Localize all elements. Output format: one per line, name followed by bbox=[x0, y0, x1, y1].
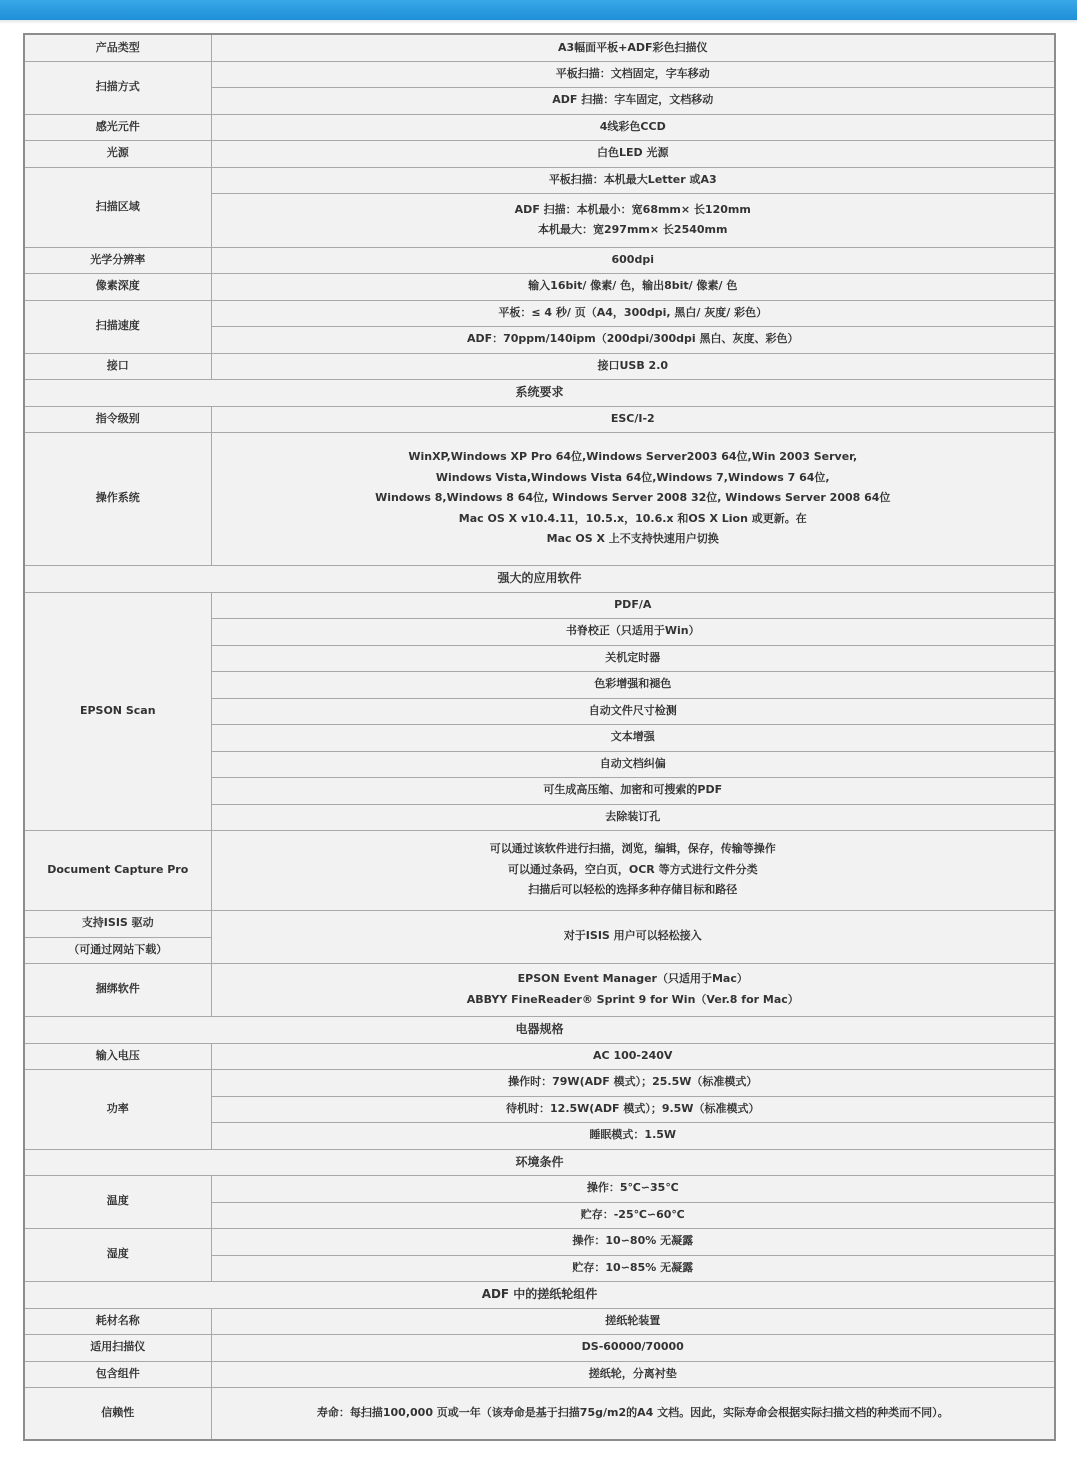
table-row bbox=[24, 1069, 1055, 1096]
scan-area-line-1: ADF 扫描：本机最小：宽68mm× 长120mm bbox=[514, 202, 751, 216]
row-label-humidity: 湿度 bbox=[24, 1228, 211, 1281]
table-row bbox=[24, 353, 1055, 379]
row-label-power: 功率 bbox=[24, 1069, 211, 1149]
epson-scan-feature: 去除装订孔 bbox=[211, 804, 1055, 830]
section-row bbox=[24, 1016, 1055, 1043]
row-value-input-voltage: AC 100-240V bbox=[211, 1043, 1055, 1069]
table-row bbox=[24, 910, 1055, 937]
row-value-humidity-1: 操作：10∽80% 无凝露 bbox=[211, 1228, 1055, 1255]
section-title-environment: 环境条件 bbox=[24, 1149, 1055, 1175]
row-value-bundled-software bbox=[211, 963, 1055, 1016]
row-value-scan-speed-2: ADF：70ppm/140ipm（200dpi/300dpi 黑白、灰度、彩色） bbox=[211, 326, 1055, 353]
row-value-instruction-level: ESC/I-2 bbox=[211, 406, 1055, 432]
row-value-sensor: 4线彩色CCD bbox=[211, 114, 1055, 140]
capture-pro-line-1: 可以通过该软件进行扫描，浏览，编辑，保存，传输等操作 bbox=[489, 842, 776, 856]
row-value-scan-area-1: 平板扫描：本机最大Letter 或A3 bbox=[211, 167, 1055, 193]
table-row bbox=[24, 273, 1055, 300]
row-label-product-type: 产品类型 bbox=[24, 34, 211, 61]
table-row bbox=[24, 1361, 1055, 1387]
table-row bbox=[24, 406, 1055, 432]
row-value-document-capture-pro bbox=[211, 830, 1055, 910]
row-value-pixel-depth: 输入16bit/ 像素/ 色，输出8bit/ 像素/ 色 bbox=[211, 273, 1055, 300]
row-value-reliability: 寿命：每扫描100,000 页或一年（该寿命是基于扫描75g/m2的A4 文档。因此，实际寿命会根据实际扫描文档的种类而不同）。 bbox=[211, 1387, 1055, 1440]
row-value-included-parts: 搓纸轮，分离衬垫 bbox=[211, 1361, 1055, 1387]
row-value-humidity-2: 贮存：10∽85% 无凝露 bbox=[211, 1255, 1055, 1281]
table-row bbox=[24, 34, 1055, 61]
row-label-input-voltage: 输入电压 bbox=[24, 1043, 211, 1069]
section-row bbox=[24, 565, 1055, 592]
row-value-scan-speed-1: 平板：≤ 4 秒/ 页（A4，300dpi, 黑白/ 灰度/ 彩色） bbox=[211, 300, 1055, 326]
section-title-adf: ADF 中的搓纸轮组件 bbox=[24, 1281, 1055, 1308]
row-value-power-2: 待机时：12.5W(ADF 模式）；9.5W（标准模式） bbox=[211, 1096, 1055, 1122]
epson-scan-feature: 书脊校正（只适用于Win） bbox=[211, 618, 1055, 645]
row-label-scan-speed: 扫描速度 bbox=[24, 300, 211, 353]
row-value-power-1: 操作时：79W(ADF 模式）；25.5W（标准模式） bbox=[211, 1069, 1055, 1096]
row-label-sensor: 感光元件 bbox=[24, 114, 211, 140]
row-label-consumable: 耗材名称 bbox=[24, 1308, 211, 1334]
row-label-included-parts: 包含组件 bbox=[24, 1361, 211, 1387]
table-row bbox=[24, 592, 1055, 618]
row-label-pixel-depth: 像素深度 bbox=[24, 273, 211, 300]
capture-pro-line-3: 扫描后可以轻松的选择多种存储目标和路径 bbox=[528, 883, 738, 897]
row-value-optical-resolution: 600dpi bbox=[211, 247, 1055, 273]
table-row bbox=[24, 247, 1055, 273]
row-label-os: 操作系统 bbox=[24, 432, 211, 565]
row-value-isis: 对于ISIS 用户可以轻松接入 bbox=[211, 910, 1055, 963]
section-row bbox=[24, 1281, 1055, 1308]
section-title-electrical: 电器规格 bbox=[24, 1016, 1055, 1043]
table-row bbox=[24, 1334, 1055, 1361]
table-row bbox=[24, 140, 1055, 167]
row-label-bundled-software: 捆绑软件 bbox=[24, 963, 211, 1016]
os-line-1: WinXP,Windows XP Pro 64位,Windows Server2003 64位,Win 2003 Server, bbox=[408, 450, 858, 464]
os-line-3: Windows 8,Windows 8 64位, Windows Server 2008 32位, Windows Server 2008 64位 bbox=[375, 491, 891, 505]
table-row bbox=[24, 1387, 1055, 1440]
row-label-isis-driver: 支持ISIS 驱动 bbox=[24, 910, 211, 937]
os-line-5: Mac OS X 上不支持快速用户切换 bbox=[546, 532, 719, 546]
table-row bbox=[24, 963, 1055, 1016]
epson-scan-feature: 文本增强 bbox=[211, 724, 1055, 751]
row-value-scan-method-2: ADF 扫描：字车固定，文档移动 bbox=[211, 87, 1055, 114]
row-value-temperature-2: 贮存：-25℃∽60℃ bbox=[211, 1202, 1055, 1228]
row-value-power-3: 睡眠模式：1.5W bbox=[211, 1122, 1055, 1149]
table-row bbox=[24, 1308, 1055, 1334]
row-label-scan-method: 扫描方式 bbox=[24, 61, 211, 114]
row-value-temperature-1: 操作：5℃∽35℃ bbox=[211, 1175, 1055, 1202]
row-label-light-source: 光源 bbox=[24, 140, 211, 167]
row-label-document-capture-pro: Document Capture Pro bbox=[24, 830, 211, 910]
epson-scan-feature: 可生成高压缩、加密和可搜索的PDF bbox=[211, 777, 1055, 804]
row-value-scan-area-2 bbox=[211, 193, 1055, 247]
table-row bbox=[24, 1043, 1055, 1069]
epson-scan-feature: 色彩增强和褪色 bbox=[211, 671, 1055, 698]
row-label-interface: 接口 bbox=[24, 353, 211, 379]
table-row bbox=[24, 432, 1055, 565]
section-title-system: 系统要求 bbox=[24, 379, 1055, 406]
section-title-software: 强大的应用软件 bbox=[24, 565, 1055, 592]
row-label-temperature: 温度 bbox=[24, 1175, 211, 1228]
epson-scan-feature: 自动文件尺寸检测 bbox=[211, 698, 1055, 724]
scan-area-line-2: 本机最大：宽297mm× 长2540mm bbox=[538, 223, 728, 236]
table-row bbox=[24, 1175, 1055, 1202]
row-value-interface: 接口USB 2.0 bbox=[211, 353, 1055, 379]
epson-scan-feature: 自动文档纠偏 bbox=[211, 751, 1055, 777]
table-row bbox=[24, 300, 1055, 326]
capture-pro-line-2: 可以通过条码，空白页，OCR 等方式进行文件分类 bbox=[507, 862, 758, 876]
epson-scan-feature: PDF/A bbox=[211, 592, 1055, 618]
row-label-optical-resolution: 光学分辨率 bbox=[24, 247, 211, 273]
table-row bbox=[24, 167, 1055, 193]
row-label-instruction-level: 指令级别 bbox=[24, 406, 211, 432]
row-label-reliability: 信赖性 bbox=[24, 1387, 211, 1440]
table-row bbox=[24, 1228, 1055, 1255]
top-accent-bar bbox=[0, 0, 1077, 20]
row-value-applicable-scanner: DS-60000/70000 bbox=[211, 1334, 1055, 1361]
os-line-2: Windows Vista,Windows Vista 64位,Windows 7,Windows 7 64位, bbox=[435, 470, 830, 484]
row-value-light-source: 白色LED 光源 bbox=[211, 140, 1055, 167]
section-row bbox=[24, 379, 1055, 406]
bundled-line-2: ABBYY FineReader® Sprint 9 for Win（Ver.8 for Mac） bbox=[466, 992, 799, 1006]
table-row bbox=[24, 61, 1055, 87]
row-value-os bbox=[211, 432, 1055, 565]
row-label-isis-download: （可通过网站下载） bbox=[24, 937, 211, 963]
row-label-applicable-scanner: 适用扫描仪 bbox=[24, 1334, 211, 1361]
row-value-product-type: A3幅面平板+ADF彩色扫描仪 bbox=[211, 34, 1055, 61]
spec-table bbox=[23, 33, 1056, 1441]
row-label-scan-area: 扫描区域 bbox=[24, 167, 211, 247]
row-label-epson-scan: EPSON Scan bbox=[24, 592, 211, 830]
row-value-scan-method-1: 平板扫描：文档固定，字车移动 bbox=[211, 61, 1055, 87]
table-row bbox=[24, 114, 1055, 140]
table-row bbox=[24, 830, 1055, 910]
epson-scan-feature: 关机定时器 bbox=[211, 645, 1055, 671]
row-value-consumable: 搓纸轮装置 bbox=[211, 1308, 1055, 1334]
section-row bbox=[24, 1149, 1055, 1175]
bundled-line-1: EPSON Event Manager（只适用于Mac） bbox=[517, 972, 748, 986]
os-line-4: Mac OS X v10.4.11，10.5.x，10.6.x 和OS X Lion 或更新。在 bbox=[458, 511, 807, 525]
